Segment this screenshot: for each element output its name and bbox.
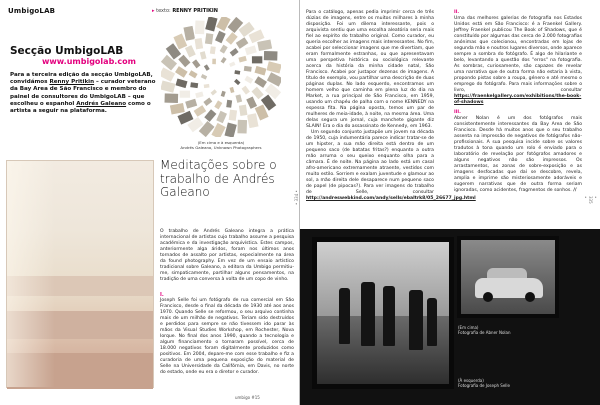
column-2-text-b: Abner Nolan é um dos fotógrafos mais consistentemente interessantes da Bay Area de São Francisco. Desde há muitos anos que o seu trabalho assenta na impressão de negativos de fotógrafos não-profissionais. A sua pesquisa incide sobre os valores tradutos à tona quando um rolo é enviado para o laboratório de revelação por fotógrafos amadores e alguns negativos não são impressos. Os arrastamentos, as zonas de sobre-exposição e as imagens desfocadas que daí se descobre, revela, amplia e imprime são misteriosamente adoráveis e sugerem narrativas que de outra forma seriam ignoradas, como acidentes, fragmentos de sonhos.: [454, 116, 582, 193]
spiral-caption: [165, 141, 277, 151]
section-1-text: Joseph Selle foi um fotógrafo de rua comercial em São Francisco, desde o final da década de 1930 até aos anos 1970. Quando Selle se reformou, o seu arquivo continha mais de um milhão de negativos. Teriam sido destruídos e perdidos para sempre se não tivessem ido parar às mãos da Visual Studies Workshop, em Rochester, Nova Iorque. No final dos anos 1990, quando a tecnologia e algum financiamento o tornaram possível, cerca de 18.000 negativos foram digitalmente produzidos como positivos. Em 2004, depare-me com esse trabalho e fiz a curadoria de uma pequena exposição do material de Selle na Universidade da Califórnia, em Davis, no norte do estado, onde eu era o diretor e curador.: [160, 298, 294, 375]
page-number-right: • 335 •: [583, 196, 598, 204]
intro-text-b: – curador veterano da Bay Area de São Francisco e membro do painel de consultores do UmbigoLAB – que escolheu o espanhol: [10, 79, 156, 107]
faded-photograph: [6, 160, 154, 388]
photo-spiral-artwork: [161, 17, 281, 137]
intro-paragraph: [10, 72, 158, 115]
article-title: Meditações sobre o trabalho de Andrés Galeano: [160, 158, 277, 199]
section-title: Secção UmbigoLAB: [10, 45, 124, 57]
caption-1-label: (Em cima): [458, 325, 479, 330]
right-column-2: [454, 10, 582, 194]
fraenkel-link[interactable]: https://fraenkelgallery.com/exhibitions/the-book-of-shadows: [454, 94, 582, 105]
credit-label: texto:: [156, 8, 171, 14]
column-1-text-b: Um segundo conjunto justapõe um jovem na década de 1950, cuja indumentária parece indicar tratar-se de um hipster, a sua mão direita está dentro de um pequeno saco (de batatas fritas?) enquanto a outra mão arruma o seu queixo enquanto olha para a câmara. É de noite. Na página ao lado está um casal afro-americano extremamente atraente, vestidos com muito estilo. Sorriem e exalam juventude e glamour ao sol, a mão direita dele desaparece num pequeno saco de papel (de pipocas?). Para ver imagens do trabalho de Selle, consultar: [306, 130, 434, 195]
column-1-text-a: Para o catálogo, apenas pedia imprimir cerca de três dúzias de imagens, entre os muitos milhares à minha disposição. Foi um dilema interessante, pois o arquivista sentiu que uma escolha aleatória seria mais fiel ao espírito do trabalho original. Como curador, eu queria escolher as imagens mais interessantes. No fim, acabei por seleccionar imagens que me divertiam, que eram formalmente estranhas, ou que apresentavam uma perspetiva histórica ou sociológica relevante acerca da história da minha cidade natal, São Francisco. Acabei por justapor dezenas de imagens. A título de exemplo, vou partilhar uma descrição de duas páginas duplas. No lado esquerdo, encontramos um homem velho que caminha em plena luz do dia na Market, a rua principal de São Francisco, em 1959, usando um chapéu de palha com o nome KENNEDY na espessa fita. Na página oposta, temos um par de mulheres de meia-idade, à noite, na mesma área. Uma delas segura um jornal, cuja manchete gigante diz SLAIN! Era o dia do assassinato de Kennedy, em 1963.: [306, 10, 434, 129]
nolan-photograph: [457, 236, 559, 318]
article-end-mark: //: [573, 188, 577, 193]
intro-text-c: como o artista a seguir na plataforma.: [10, 100, 151, 115]
curator-name: Renny Pritikin: [49, 79, 95, 86]
caption-line-2: Andrés Galeano, Unknown Photographers: [180, 144, 262, 150]
umbigolab-url[interactable]: www.umbigolab.com: [42, 57, 136, 66]
caption-2-text: Fotografia de Joseph Selle: [458, 383, 510, 388]
selle-photograph: [312, 237, 454, 389]
author-credit: [152, 8, 218, 14]
nolan-caption: [458, 325, 558, 335]
intro-text-a: Para a terceira edição da secção UmbigoLAB, convidámos: [10, 72, 153, 86]
caption-2-label: (À esquerda): [458, 378, 484, 383]
selle-link[interactable]: http://andreswebkind.com/andy/sells/ebaltrk8/05_26677_jpg.html: [306, 196, 476, 201]
column-2-text-a: Uma das melhores galerias de fotografia nos Estados Unidos está em São Francisco: é a Fraenkel Gallery. Jeffrey Fraenkel publicou The Book of Shadows, que é constituído por algumas das cerca de 2.000 fotografias anónimas que colecionou, encontradas em lojas de segunda mão e noutros lugares diversos, onde aparece sempre a sombra do fotógrafo. É algo de hilariante e belo, levantando a questão dos "erros" na fotografia. As sombras, curiosamente, são capazes de revelar uma narrativa que de outra forma não estaria à vista, propondo pistas sobre a roupa, género e até mesmo o emprego do fotógrafo. Para mais informações sobre o livro, consultar: [454, 16, 582, 93]
selle-caption: [458, 378, 558, 388]
article-intro: O trabalho de Andrés Galeano integra a prática internacional de artistas cujo trabalho assume a pesquisa académica e da investigação arquivística. Estes campos, anteriormente alga áridos, foram nos últimos anos tornados de assalto por artistas, especialmente na área da found photography. Em vez de um ensaio artístico tradicional sobre Galeano, a editora da Umbigo permitiu-me, simpaticamente, partilhar alguns pensamentos, na tradição de uma conversa à volta de um copo de vinho.: [160, 229, 294, 282]
page-number-left: • 334 •: [294, 190, 299, 205]
section-number-1: I.: [160, 292, 164, 298]
section-number-3: III.: [454, 110, 461, 115]
magazine-brand: UmbigoLAB: [8, 7, 56, 15]
arrow-icon: ▸: [152, 8, 155, 14]
artist-name: Andrés Galeano: [76, 100, 127, 107]
author-name: RENNY PRITIKIN: [172, 8, 218, 14]
page-footer: umbigo #15: [235, 395, 260, 400]
caption-1-text: Fotografia de Abner Nolan: [458, 330, 511, 335]
caption-line-1: (Em cima e à esquerda): [197, 140, 245, 145]
section-number-2: II.: [454, 10, 460, 15]
